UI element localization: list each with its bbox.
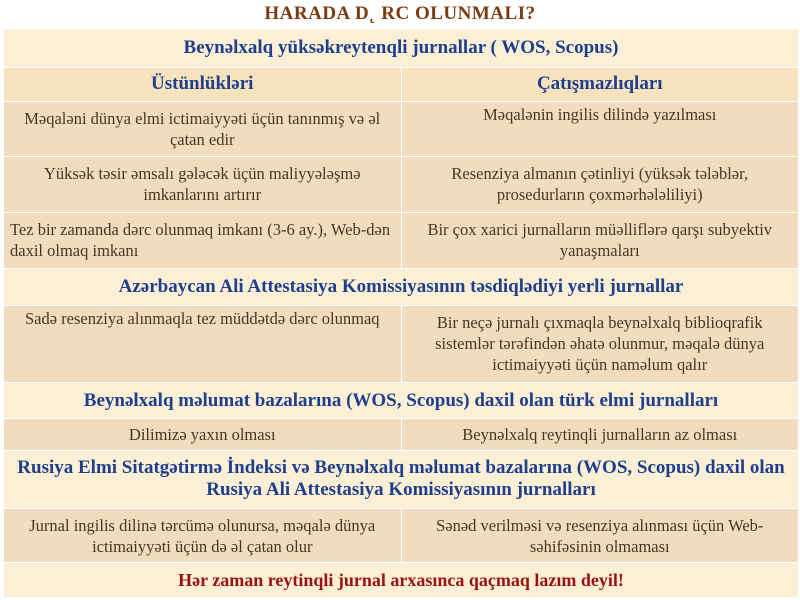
footer-row	[4, 563, 799, 598]
section-heading-russian: Rusiya Elmi Sitatgətirmə İndeksi və Beynəlxalq məlumat bazalarına (WOS, Scopus) daxil olan Rusiya Ali Attestasiya Komissiyasının jurnalları	[4, 450, 799, 508]
section-heading-row	[4, 29, 799, 68]
advantage-cell: Jurnal ingilis dilinə tərcümə olunursa, məqalə dünya ictimaiyyəti üçün də əl çatan olur	[4, 508, 402, 563]
table-row	[4, 212, 799, 269]
column-header-disadvantages: Çatışmazlıqları	[401, 67, 799, 101]
comparison-table	[3, 28, 799, 598]
advantage-cell: Tez bir zamanda dərc olunmaq imkanı (3-6 ay.), Web-dən daxil olmaq imkanı	[4, 212, 402, 269]
advantage-cell: Sadə resenziya alınmaqla tez müddətdə dərc olunmaq	[4, 305, 402, 382]
footer-note: Hər zaman reytinqli jurnal arxasınca qaçmaq lazım deyil!	[4, 563, 799, 598]
advantage-cell: Məqaləni dünya elmi ictimaiyyəti üçün tanınmış və əl çatan edir	[4, 102, 402, 157]
section-heading-row	[4, 382, 799, 419]
section-heading-local: Azərbaycan Ali Attestasiya Komissiyasının təsdiqlədiyi yerli jurnallar	[4, 269, 799, 306]
column-header-advantages: Üstünlükləri	[4, 67, 402, 101]
section-heading-international: Beynəlxalq yüksəkreytenqli jurnallar ( WOS, Scopus)	[4, 29, 799, 68]
table-row	[4, 508, 799, 563]
disadvantage-cell: Məqalənin ingilis dilində yazılması	[401, 102, 799, 157]
table-row	[4, 419, 799, 450]
table-row	[4, 156, 799, 212]
disadvantage-cell: Bir çox xarici jurnalların müəlliflərə qarşı subyektiv yanaşmaları	[401, 212, 799, 269]
advantage-cell: Yüksək təsir əmsalı gələcək üçün maliyyələşmə imkanlarını artırır	[4, 156, 402, 212]
table-row	[4, 102, 799, 157]
section-heading-row	[4, 269, 799, 306]
section-heading-row	[4, 450, 799, 508]
disadvantage-cell: Sənəd verilməsi və resenziya alınması üçün Web-səhifəsinin olmaması	[401, 508, 799, 563]
disadvantage-cell: Resenziya almanın çətinliyi (yüksək tələblər, prosedurların çoxmərhələliliyi)	[401, 156, 799, 212]
section-heading-turkish: Beynəlxalq məlumat bazalarına (WOS, Scopus) daxil olan türk elmi jurnalları	[4, 382, 799, 419]
disadvantage-cell: Bir neçə jurnalı çıxmaqla beynəlxalq biblioqrafik sistemlər tərəfindən əhatə olunmur, məqalə dünya ictimaiyyəti üçün naməlum qalır	[401, 305, 799, 382]
disadvantage-cell: Beynəlxalq reytinqli jurnalların az olması	[401, 419, 799, 450]
slide-title: HARADA D˛ RC OLUNMALI?	[264, 3, 536, 24]
table-row	[4, 305, 799, 382]
column-header-row	[4, 67, 799, 101]
advantage-cell: Dilimizə yaxın olması	[4, 419, 402, 450]
